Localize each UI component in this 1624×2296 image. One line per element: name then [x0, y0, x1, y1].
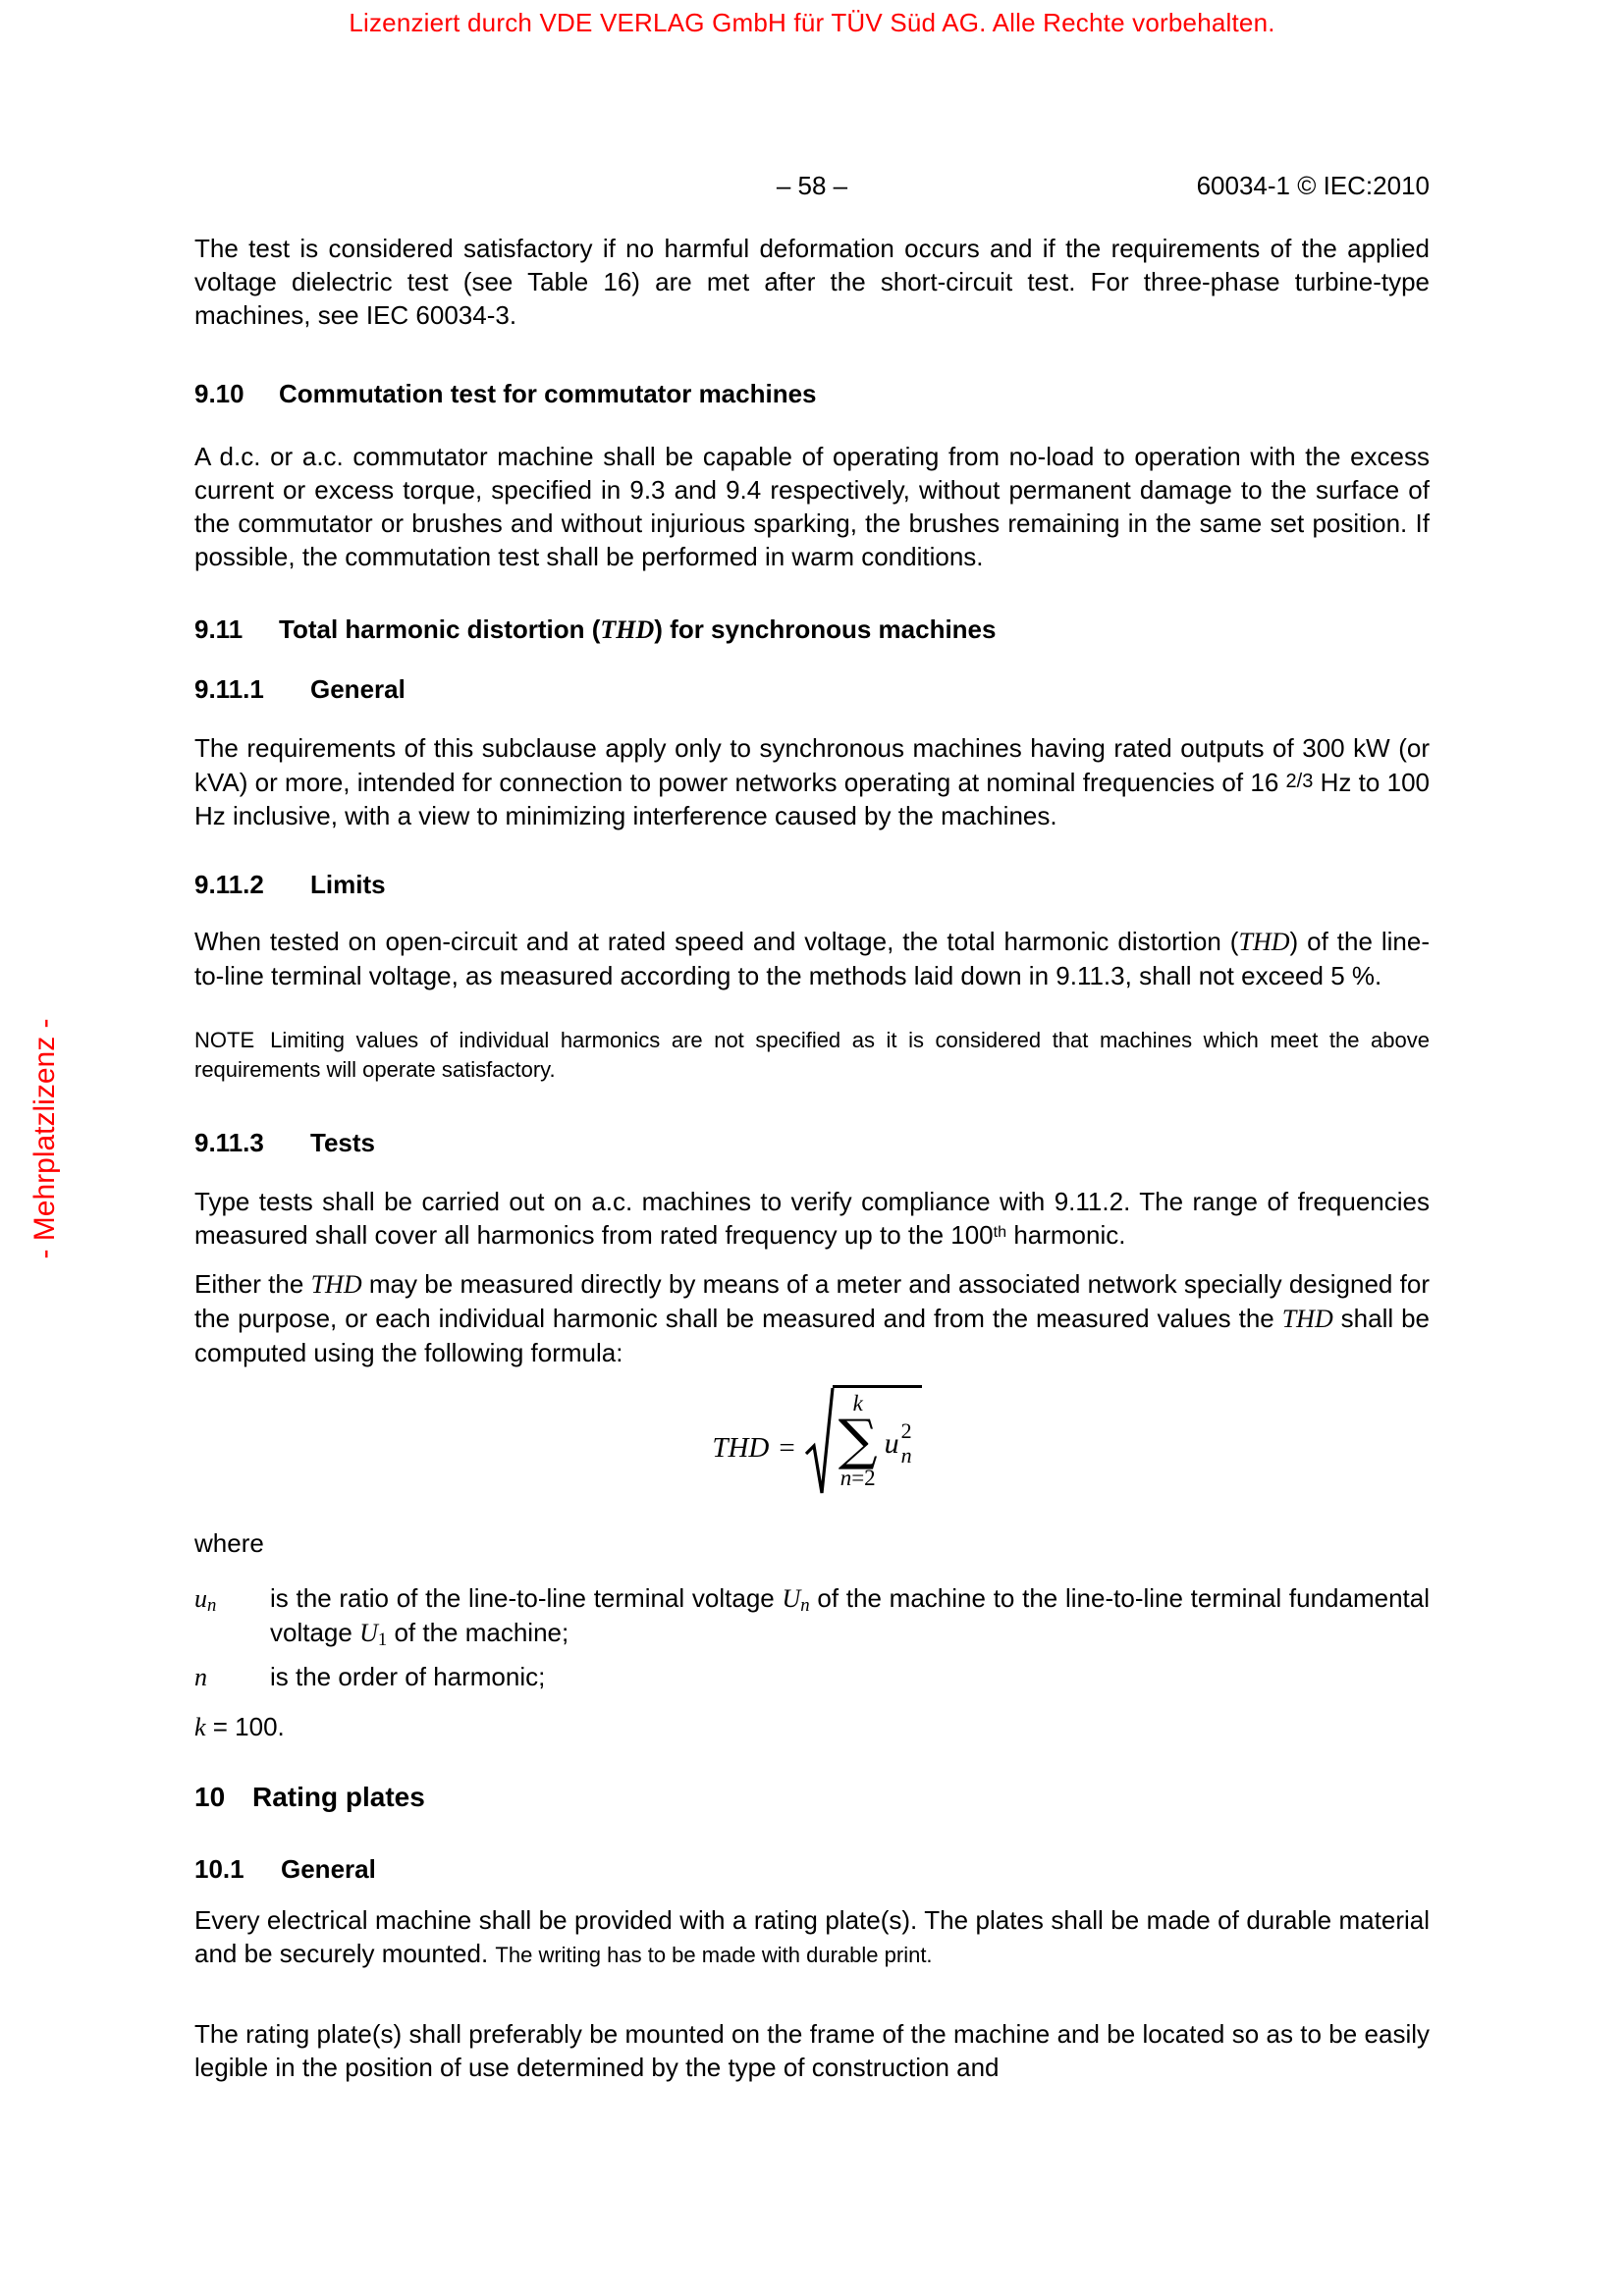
where-label: where	[194, 1528, 264, 1558]
definition-term: $u_n$	[194, 1584, 217, 1617]
thd-abbrev: THD	[1281, 1305, 1333, 1333]
note-paragraph	[194, 1026, 1430, 1085]
page-content	[194, 0, 1430, 2084]
page-header	[194, 169, 1430, 202]
clause-number: 9.11	[194, 614, 244, 644]
sigma-symbol: ∑	[838, 1408, 878, 1472]
definition-term: n	[194, 1663, 207, 1691]
definition-text: is the order of harmonic;	[270, 1662, 546, 1691]
summation	[839, 1392, 878, 1489]
heading-10-1	[194, 1852, 1430, 1886]
clause-title: Limits	[310, 870, 386, 899]
paragraph-9-11-1: The requirements of this subclause apply only to synchronous machines having rated outputs of 300 kW (or kVA) or more, intended for connection to power networks operating at nominal frequencies of 16 2/3 Hz to 100 Hz inclusive, with a view to minimizing interference caused by the machines.	[194, 733, 1430, 830]
definition-row-n	[194, 1660, 1430, 1694]
heading-9-11-2	[194, 868, 1430, 901]
equals-sign: =	[779, 1431, 795, 1464]
clause-number: 9.11.3	[194, 1128, 264, 1157]
ordinal-superscript: th	[993, 1222, 1007, 1241]
clause-title: Commutation test for commutator machines	[279, 379, 817, 408]
u-scripts	[901, 1419, 912, 1467]
clause-title: Total harmonic distortion (THD) for synchronous machines	[279, 614, 997, 644]
definition-text: is the ratio of the line-to-line terminal voltage $U_n$ of the machine to the line-to-line terminal fundamental voltage $U_1$ of the machine;	[270, 1583, 1430, 1651]
radical-expression	[805, 1385, 922, 1498]
summation-upper-limit: k	[852, 1390, 863, 1415]
clause-title: Rating plates	[252, 1782, 425, 1812]
note-text: Limiting values of individual harmonics are not specified as it is considered that machines which meet the above requirements will operate satisfactory.	[194, 1028, 1430, 1082]
clause-number: 9.11.1	[194, 674, 264, 704]
paragraph-10-1b: The rating plate(s) shall preferably be mounted on the frame of the machine and be located so as to be easily legible in the position of use determined by the type of construction and	[194, 2019, 1430, 2082]
thd-formula	[194, 1383, 1430, 1499]
note-label: NOTE	[194, 1028, 255, 1052]
clause-number: 9.10	[194, 379, 244, 408]
radical-sign-icon	[805, 1385, 835, 1498]
paragraph-10-1a: Every electrical machine shall be provided with a rating plate(s). The plates shall be made of durable material and be securely mounted. The writing has to be made with durable print.	[194, 1905, 1430, 1968]
heading-9-11-3	[194, 1126, 1430, 1159]
document-reference: 60034-1 © IEC:2010	[1196, 171, 1430, 200]
clause-number: 10.1	[194, 1854, 244, 1884]
heading-9-11	[194, 613, 1430, 647]
fraction-two-thirds: 2/3	[1285, 771, 1314, 792]
radicand	[833, 1385, 922, 1492]
u-subscript: n	[900, 1442, 912, 1468]
clause-number: 10	[194, 1782, 226, 1812]
clause-title: General	[281, 1854, 376, 1884]
clause-title: General	[310, 674, 406, 704]
heading-10	[194, 1780, 1430, 1815]
paragraph-9-10: A d.c. or a.c. commutator machine shall be capable of operating from no-load to operation with the excess current or excess torque, specified in 9.3 and 9.4 respectively, without permanent damage to the surface of the commutator or brushes and without injurious sparking, the brushes remaining in the same set position. If possible, the commutation test shall be performed in warm conditions.	[194, 442, 1430, 571]
U-variable: U	[359, 1619, 378, 1647]
U-variable: U	[782, 1584, 801, 1613]
k-variable: k	[194, 1713, 206, 1741]
page-number: – 58 –	[776, 171, 848, 200]
clause-title: Tests	[310, 1128, 375, 1157]
u-variable: u	[884, 1426, 899, 1460]
clause-number: 9.11.2	[194, 870, 264, 899]
k-value-line: k = 100.	[194, 1712, 285, 1741]
license-watermark-top: Lizenziert durch VDE VERLAG GmbH für TÜV Süd AG. Alle Rechte vorbehalten.	[349, 8, 1275, 37]
paragraph-tests: Type tests shall be carried out on a.c. machines to verify compliance with 9.11.2. The range of frequencies measured shall cover all harmonics from rated frequency up to the 100th harmonic.	[194, 1187, 1430, 1250]
definition-row-un	[194, 1581, 1430, 1650]
thd-abbrev: THD	[600, 615, 655, 644]
harmonic-ratio-term	[885, 1419, 912, 1467]
license-watermark-side: - Mehrplatzlizenz -	[28, 1018, 61, 1259]
paragraph-9-11-2: When tested on open-circuit and at rated speed and voltage, the total harmonic distortion (THD) of the line-to-line terminal voltage, as measured according to the methods laid down in 9.11.3, shall not exceed 5 %.	[194, 927, 1430, 990]
thd-abbrev: THD	[310, 1270, 362, 1299]
thd-abbrev: THD	[1238, 928, 1290, 956]
heading-9-11-1	[194, 672, 1430, 706]
paragraph-intro: The test is considered satisfactory if no harmful deformation occurs and if the requirements of the applied voltage dielectric test (see Table 16) are met after the short-circuit test. For three-phase turbine-type machines, see IEC 60034-3.	[194, 234, 1430, 330]
paragraph-either: Either the THD may be measured directly by means of a meter and associated network specially designed for the purpose, or each individual harmonic shall be measured and from the measured values the THD shall be computed using the following formula:	[194, 1269, 1431, 1367]
u-exponent: 2	[900, 1418, 912, 1444]
formula-thd-label: THD	[712, 1431, 770, 1464]
heading-9-10	[194, 377, 1430, 410]
durable-print-note: The writing has to be made with durable print.	[495, 1943, 933, 1967]
summation-lower-limit: n=2	[839, 1466, 876, 1491]
